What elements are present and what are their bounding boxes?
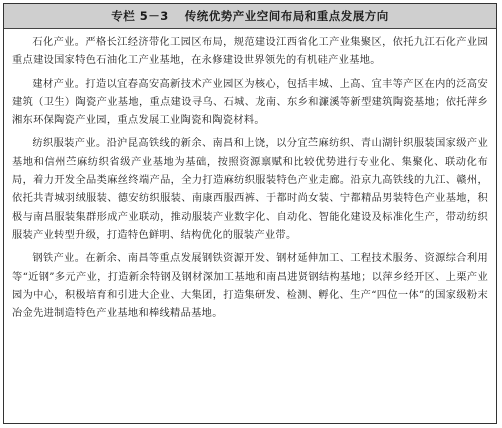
box-title-bar [4, 4, 496, 29]
paragraph-steel: 钢铁产业。在新余、南昌等重点发展钢铁资源开发、钢材延伸加工、工程技术服务、资源综合利用等“近钢”多元产业，打造新余特钢及钢材深加工基地和南昌进贤钢结构基地；以萍乡经开区、上栗产业园为中心，积极培育和引进大企业、大集团，打造集研发、检测、孵化、生产“四位一体”的国家级粉末冶金先进制造特色产业基地和棒线精品基地。 [12, 253, 488, 320]
box-body [4, 29, 496, 323]
paragraph-textile-apparel: 纺织服装产业。沿沪昆高铁线的新余、南昌和上饶，以分宜苎麻纺织、青山湖针织服装国家级产业基地和信州苎麻纺织省级产业基地为基础，按照资源禀赋和比较优势进行专业化、集聚化、联动化布局，着力开发全品类麻丝终端产品，全力打造麻纺织服装特色产业走廊。沿京九高铁线的九江、赣州，依托共青城羽绒服装、德安纺织服装、南康西服西裤、于都时尚女装、宁都精品男装特色产业基地，积极与南昌服装集群形成产业联动，推动服装产业数字化、自动化、智能化建设及标准化生产，带动纺织服装产业转型升级，打造特色鲜明、结构优化的服装产业带。 [12, 138, 488, 241]
box-title: 传统优势产业空间布局和重点发展方向 [184, 9, 389, 23]
paragraph-petrochemical: 石化产业。严格长江经济带化工园区布局，规范建设江西省化工产业集聚区，依托九江石化产业园重点建设国家特色石油化工产业基地，在永修建设世界领先的有机硅产业基地。 [12, 37, 488, 67]
feature-box [3, 3, 497, 424]
paragraph-building-materials: 建材产业。打造以宜春高安高新技术产业园区为核心，包括丰城、上高、宜丰等产区在内的泛高安建筑（卫生）陶瓷产业基地，重点建设寻乌、石城、龙南、东乡和濂溪等新型建筑陶瓷基地；依托萍乡湘东环保陶瓷产业园，重点发展工业陶瓷和陶瓷材料。 [12, 78, 488, 127]
box-label: 专栏 5－3 [111, 9, 169, 23]
